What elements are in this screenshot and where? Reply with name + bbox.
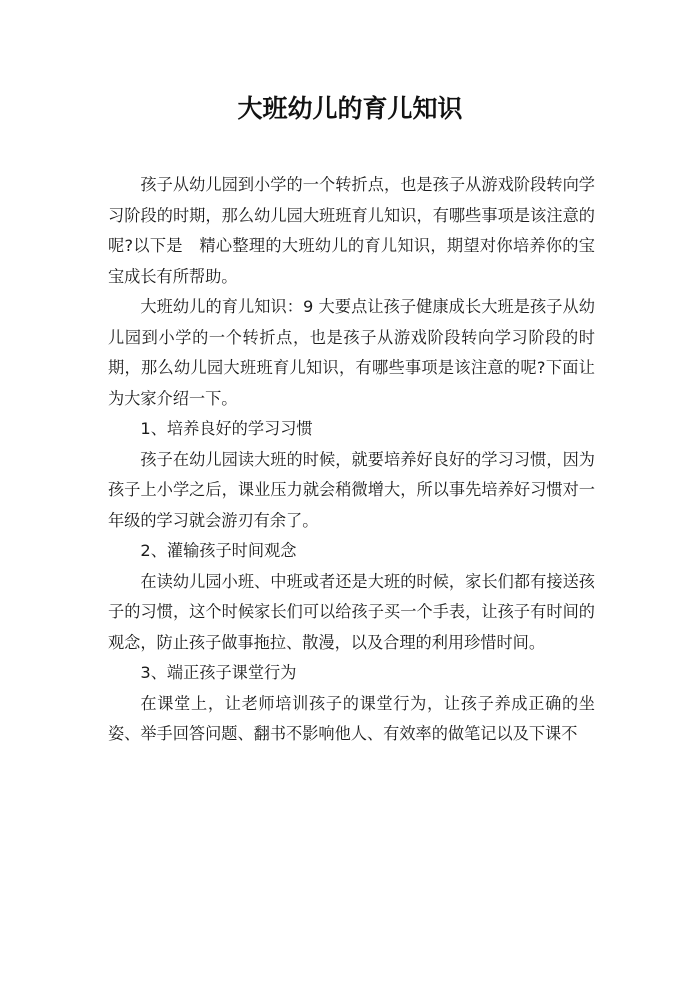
paragraph-section-3: 在课堂上，让老师培训孩子的课堂行为，让孩子养成正确的坐姿、举手回答问题、翻书不影响他人、有效率的做笔记以及下课不 bbox=[108, 693, 595, 743]
section-heading-1: 1、培养良好的学习习惯 bbox=[140, 419, 313, 438]
paragraph-overview: 大班幼儿的育儿知识：9 大要点让孩子健康成长大班是孩子从幼儿园到小学的一个转折点，也是孩子从游戏阶段转向学习阶段的时期，那么幼儿园大班班育儿知识，有哪些事项是该注意的呢?下面让为大家介绍一下。 bbox=[108, 297, 595, 408]
paragraph-intro: 孩子从幼儿园到小学的一个转折点，也是孩子从游戏阶段转向学习阶段的时期，那么幼儿园大班班育儿知识，有哪些事项是该注意的呢?以下是 精心整理的大班幼儿的育儿知识，期望对你培养你的宝宝成长有所帮助。 bbox=[108, 175, 595, 286]
paragraph-section-2: 在读幼儿园小班、中班或者还是大班的时候，家长们都有接送孩子的习惯，这个时候家长们可以给孩子买一个手表，让孩子有时间的观念，防止孩子做事拖拉、散漫，以及合理的利用珍惜时间。 bbox=[108, 571, 595, 652]
paragraph-section-1: 孩子在幼儿园读大班的时候，就要培养好良好的学习习惯，因为孩子上小学之后，课业压力就会稍微增大，所以事先培养好习惯对一年级的学习就会游刃有余了。 bbox=[108, 449, 595, 530]
section-heading-3: 3、端正孩子课堂行为 bbox=[140, 663, 297, 682]
document-title: 大班幼儿的育儿知识 bbox=[237, 94, 463, 123]
document-body bbox=[108, 170, 595, 750]
section-heading-2: 2、灌输孩子时间观念 bbox=[140, 541, 297, 560]
